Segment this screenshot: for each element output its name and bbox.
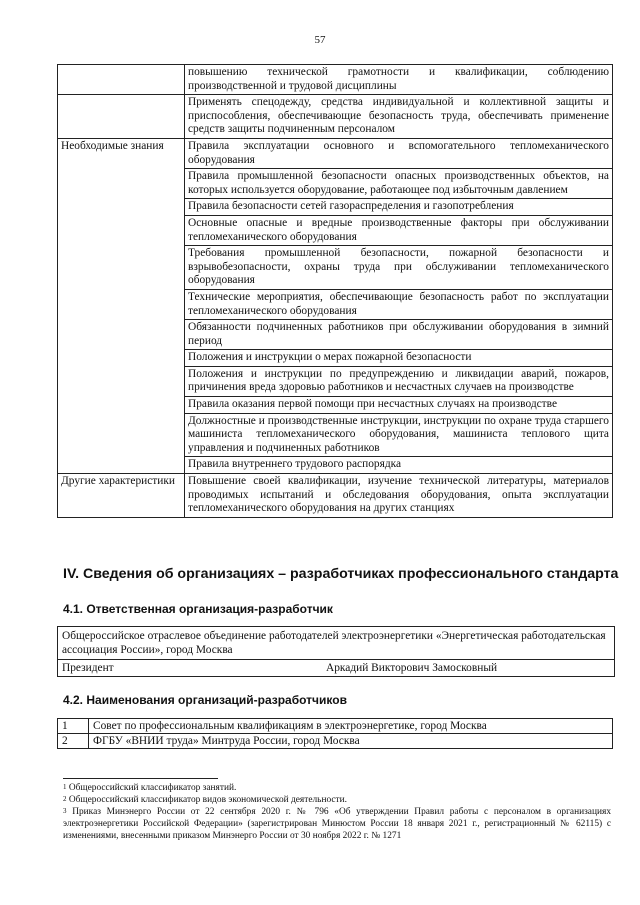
row-label-empty [58, 95, 185, 139]
table-cell: Технические мероприятия, обеспечивающие безопасность работ по эксплуатации тепломеханического оборудования [185, 289, 613, 319]
developer-name: ФГБУ «ВНИИ труда» Минтруда России, город Москва [89, 734, 613, 749]
table-cell: Правила оказания первой помощи при несчастных случаях на производстве [185, 397, 613, 414]
table-row [58, 719, 613, 734]
table-cell: Правила промышленной безопасности опасных производственных объектов, на которых используется оборудование, работающее под избыточным давлением [185, 169, 613, 199]
table-row [58, 138, 613, 168]
organization-name: Общероссийское отраслевое объединение работодателей электроэнергетики «Энергетическая работодательская ассоциация России», город Москва [58, 627, 614, 660]
row-number: 1 [58, 719, 89, 734]
footnote-text: Общероссийский классификатор занятий. [68, 783, 237, 793]
subsection-title-developers: 4.2. Наименования организаций-разработчиков [63, 693, 347, 707]
signatory-name: Аркадий Викторович Замосковный [326, 662, 498, 674]
footnote-mark: 2 [63, 795, 67, 803]
footnote-mark: 1 [63, 783, 67, 791]
table-cell: Правила эксплуатации основного и вспомогательного тепломеханического оборудования [185, 138, 613, 168]
table-row [58, 734, 613, 749]
footnote-text: Приказ Минэнерго России от 22 сентября 2020 г. № 796 «Об утверждении Правил работы с персоналом в организациях электроэнергетики Российской Федерации» (зарегистрирован Минюстом России 18 января 2021 г., регистрационный № 62115) с изменениями, внесенными приказом Минэнерго России от 30 ноября 2022 г. № 1271 [63, 807, 612, 841]
competency-table [57, 64, 613, 518]
row-label [58, 65, 185, 95]
footnote [63, 782, 611, 794]
page-number: 57 [314, 34, 326, 46]
footnotes [63, 782, 611, 842]
signatory-position: Президент [62, 662, 114, 674]
table-row [58, 65, 613, 95]
row-label-knowledge: Необходимые знания [58, 138, 185, 473]
row-label-other: Другие характеристики [58, 474, 185, 518]
table-cell: Должностные и производственные инструкции, инструкции по охране труда старшего машиниста тепломеханического оборудования, машиниста теплового щита управления и подчиненных работников [185, 413, 613, 457]
table-cell: повышению технической грамотности и квалификации, соблюдению производственной и трудовой дисциплины [185, 65, 613, 95]
table-cell: Положения и инструкции о мерах пожарной безопасности [185, 350, 613, 367]
table-cell: Правила внутреннего трудового распорядка [185, 457, 613, 474]
table-cell: Повышение своей квалификации, изучение технической литературы, материалов проводимых испытаний и обследования оборудования, опыта эксплуатации тепломеханического оборудования на других станциях [185, 474, 613, 518]
subsection-title-responsible: 4.1. Ответственная организация-разработчик [63, 602, 333, 616]
developers-table [57, 718, 613, 749]
table-row [58, 474, 613, 518]
footnote [63, 794, 611, 806]
table-cell: Обязанности подчиненных работников при обслуживании оборудования в зимний период [185, 320, 613, 350]
table-row [58, 95, 613, 139]
responsible-organization-box [57, 626, 615, 677]
developer-name: Совет по профессиональным квалификациям в электроэнергетике, город Москва [89, 719, 613, 734]
table-cell: Требования промышленной безопасности, пожарной безопасности и взрывобезопасности, охраны труда при обслуживании тепломеханического оборудования [185, 246, 613, 290]
footnote-mark: 3 [63, 807, 67, 815]
table-cell: Применять спецодежду, средства индивидуальной и коллективной защиты и приспособления, обеспечивающие безопасность труда, обеспечивать применение средств защиты подчиненным персоналом [185, 95, 613, 139]
table-cell: Основные опасные и вредные производственные факторы при обслуживании тепломеханического оборудования [185, 215, 613, 245]
table-cell: Правила безопасности сетей газораспределения и газопотребления [185, 199, 613, 216]
footnote-text: Общероссийский классификатор видов экономической деятельности. [68, 795, 348, 805]
row-number: 2 [58, 734, 89, 749]
signatory-row [58, 660, 614, 676]
footnote-separator [63, 778, 218, 779]
footnote [63, 806, 611, 842]
table-cell: Положения и инструкции по предупреждению и ликвидации аварий, пожаров, причинения вреда здоровью работников и несчастных случаев на производстве [185, 366, 613, 396]
section-title: IV. Сведения об организациях – разработчиках профессионального стандарта [63, 566, 619, 582]
